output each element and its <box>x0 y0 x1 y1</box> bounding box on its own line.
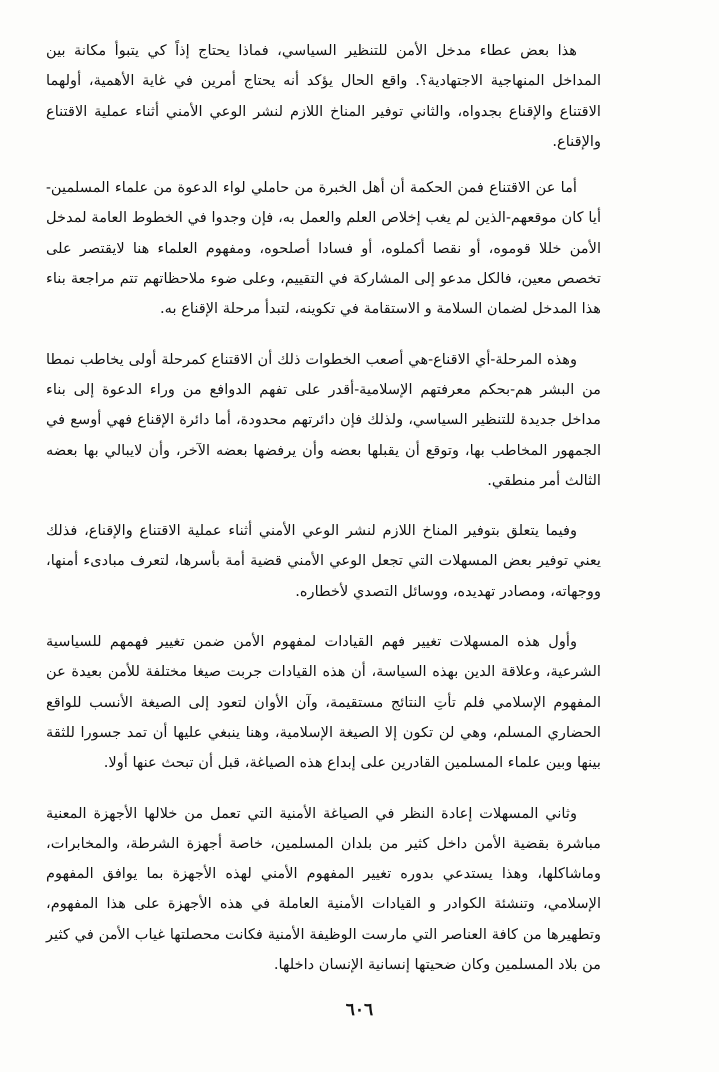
paragraph-6: وثاني المسهلات إعادة النظر في الصياغة الأمنية التي تعمل من خلالها الأجهزة المعنية مباشرة بقضية الأمن داخل كثير من بلدان المسلمين، خاصة أجهزة الشرطة، والمخابرات، وماشاكلها، وهذا يستدعي بدوره تغيير المفهوم الأمني لهذه الأجهزة بما يوافق المفهوم الإسلامي، وتنشئة الكوادر و القيادات الأمنية العاملة في هذه الأجهزة على هذا المفهوم، وتطهيرها من كافة العناصر التي مارست الوظيفة الأمنية فكانت محصلتها غياب الأمن في كثير من بلاد المسلمين وكان ضحيتها إنسانية الإنسان داخلها. <box>46 804 601 974</box>
paragraph-2: أما عن الاقتناع فمن الحكمة أن أهل الخبرة من حاملي لواء الدعوة من علماء المسلمين-أيا كان موقعهم-الذين لم يغب إخلاص العلم والعمل به، فإن وجدوا في الخطوط العامة لمدخل الأمن خللا قوموه، أو نقصا أكملوه، أو فسادا أصلحوه، ومفهوم العلماء هنا لايقتصر على تخصص معين، فالكل مدعو إلى المشاركة في التقييم، وعلى ضوء ملاحظاتهم تتم مراجعة بناء هذا المدخل لضمان السلامة و الاستقامة في تكوينه، لتبدأ مرحلة الإقناع به. <box>46 179 601 318</box>
body-text <box>46 36 601 980</box>
page-number: ٦٠٦ <box>345 1000 374 1020</box>
paragraph-3: وهذه المرحلة-أي الاقناع-هي أصعب الخطوات ذلك أن الاقتناع كمرحلة أولى يخاطب نمطا من البشر هم-بحكم معرفتهم الإسلامية-أقدر على تفهم الدوافع من وراء الدعوة إلى بناء مداخل جديدة للتنظير السياسي، ولذلك فإن دائرتهم محدودة، أما دائرة الإقناع فهي أوسع في الجمهور المخاطب بها، وتوقع أن يقبلها بعضه وأن يرفضها بعضه الآخر، وأن لايبالي بها بعضه الثالث أمر منطقي. <box>46 350 601 489</box>
paragraph-1: هذا بعض عطاء مدخل الأمن للتنظير السياسي، فماذا يحتاج إذاً كي يتبوأ مكانة بين المداخل المنهاجية الاجتهادية؟. واقع الحال يؤكد أنه يحتاج أمرين في غاية الأهمية، أولهما الاقتناع والإقناع بجدواه، والثاني توفير المناخ اللازم لنشر الوعي الأمني أثناء عملية الاقتناع والإقناع. <box>46 42 601 150</box>
paragraph-5: وأول هذه المسهلات تغيير فهم القيادات لمفهوم الأمن ضمن تغيير فهمهم للسياسية الشرعية، وعلاقة الدين بهذه السياسة، أن هذه القيادات جربت صيغا مختلفة للأمن بعيدة عن المفهوم الإسلامي فلم تأتِ النتائج مستقيمة، وآن الأوان لتعود إلى الصيغة الأنسب للواقع الحضاري المسلم، وهي لن تكون إلا الصيغة الإسلامية، وهنا ينبغي عليها أن تمد جسورا للثقة بينها وبين علماء المسلمين القادرين على إبداع هذه الصياغة، قبل أن تبحث عنها أولا. <box>46 633 601 772</box>
paragraph-4: وفيما يتعلق بتوفير المناخ اللازم لنشر الوعي الأمني أثناء عملية الاقتناع والإقناع، فذلك يعني توفير بعض المسهلات التي تجعل الوعي الأمني قضية أمة بأسرها، لتعرف مبادىء أمنها، ووجهاته، ومصادر تهديده، ووسائل التصدي لأخطاره. <box>46 522 601 600</box>
